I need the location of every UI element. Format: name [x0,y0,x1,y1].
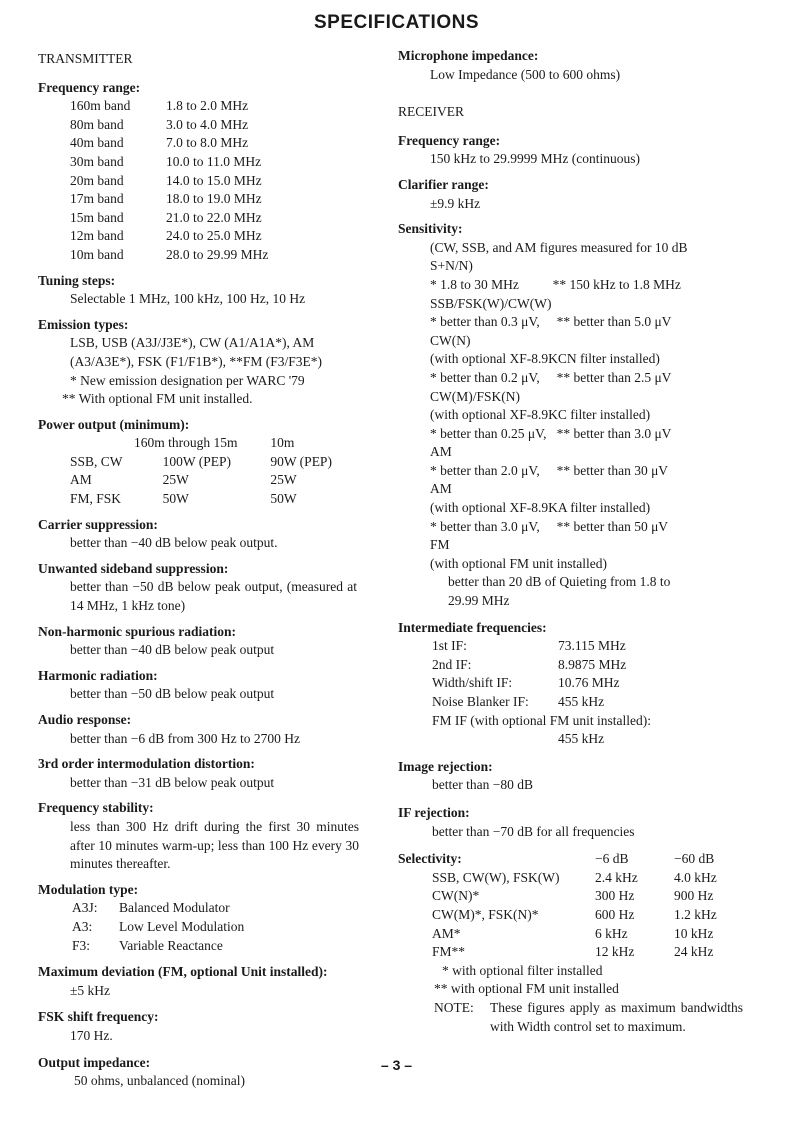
band-range: 7.0 to 8.0 MHz [166,135,249,151]
receiver-heading: RECEIVER [398,104,464,120]
selectivity-header-row [398,850,717,869]
band-name: 30m band [70,153,124,169]
selectivity-label: Selectivity: [398,851,462,867]
selectivity-6db: 300 Hz [595,888,635,904]
fm-quieting-line: 29.99 MHz [448,593,510,609]
power-header-row [38,434,373,453]
sensitivity-line: CW(N) [430,332,471,348]
selectivity-header-6db: −6 dB [595,851,629,867]
emission-line: (A3/A3E*), FSK (F1/F1B*), **FM (F3/F3E*) [70,353,323,369]
modulation-type-label: Modulation type: [38,881,139,897]
sensitivity-line: * better than 2.0 μV, ** better than 30 μV [430,462,669,478]
rx-frequency-range-label: Frequency range: [398,132,501,148]
sensitivity-line: * better than 0.25 μV, ** better than 3.0 μV [430,425,672,441]
sensitivity-line: (with optional XF-8.9KC filter installed) [430,407,651,423]
power-output-label: Power output (minimum): [38,416,190,432]
if-value: 8.9875 MHz [558,656,627,672]
if-value: 10.76 MHz [558,675,620,691]
selectivity-60db: 900 Hz [674,888,714,904]
mod-row [38,918,244,937]
frequency-stability-label: Frequency stability: [38,800,154,816]
sensitivity-line: AM [430,444,452,460]
note-label: NOTE: [434,999,474,1015]
fm-quieting-line: better than 20 dB of Quieting from 1.8 to [448,574,671,590]
if-value: 455 kHz [558,694,605,709]
tuning-steps-label: Tuning steps: [38,272,116,288]
band-range: 24.0 to 25.0 MHz [166,228,262,244]
power-header-high: 10m [270,435,295,451]
selectivity-60db: 1.2 kHz [674,906,717,922]
sensitivity-line: CW(M)/FSK(N) [430,388,520,404]
band-row [38,153,268,172]
selectivity-row [398,869,717,888]
band-name: 10m band [70,246,124,262]
band-row [38,172,268,191]
max-deviation-label: Maximum deviation (FM, optional Unit installed): [38,964,328,980]
power-row [38,490,373,509]
sensitivity-line: (with optional XF-8.9KA filter installed) [430,500,651,516]
mod-code: A3J: [72,900,98,916]
power-value: 50W [162,491,189,507]
imd-value: better than −31 dB below peak output [70,774,275,790]
selectivity-note: * with optional filter installed [442,962,603,978]
fm-if-label: FM IF (with optional FM unit installed): [432,712,652,728]
carrier-suppression-value: better than −40 dB below peak output. [70,535,278,551]
emission-note: ** With optional FM unit installed. [62,391,253,407]
selectivity-60db: 24 kHz [674,944,714,960]
frequency-stability-value: less than 300 Hz drift during the first 30 minutes after 10 minutes warm-up; less than 100 Hz every 30 minutes thereafter. [70,818,359,872]
if-name: Width/shift IF: [432,675,513,691]
mic-impedance-label: Microphone impedance: [398,48,539,63]
mod-desc: Variable Reactance [119,937,223,953]
nonharmonic-value: better than −40 dB below peak output [70,642,275,658]
if-rejection-value: better than −70 dB for all frequencies [432,823,635,839]
if-value: 73.115 MHz [558,638,626,654]
band-range: 3.0 to 4.0 MHz [166,116,249,132]
max-deviation-value: ±5 kHz [70,982,111,998]
band-range: 1.8 to 2.0 MHz [166,98,249,114]
band-name: 17m band [70,191,124,207]
band-range: 28.0 to 29.99 MHz [166,246,269,262]
if-row [398,693,626,712]
selectivity-6db: 2.4 kHz [595,869,638,885]
emission-types-label: Emission types: [38,316,129,332]
output-impedance-value: 50 ohms, unbalanced (nominal) [74,1073,245,1089]
audio-response-value: better than −6 dB from 300 Hz to 2700 Hz [70,730,300,746]
modulation-table [38,899,244,955]
transmitter-column [38,50,373,1091]
receiver-column [398,47,743,1036]
sensitivity-line: FM [430,537,450,553]
power-value: 25W [162,472,189,488]
band-row [38,246,268,265]
selectivity-row [398,943,717,962]
if-table [398,637,626,711]
power-header-low: 160m through 15m [134,435,238,451]
power-row [38,453,373,472]
power-row [38,471,373,490]
image-rejection-label: Image rejection: [398,758,493,774]
band-range: 10.0 to 11.0 MHz [166,153,262,169]
selectivity-60db: 10 kHz [674,925,714,941]
clarifier-range-label: Clarifier range: [398,176,489,192]
selectivity-6db: 12 kHz [595,944,635,960]
power-value: 25W [270,472,297,488]
imd-label: 3rd order intermodulation distortion: [38,756,255,772]
power-mode: SSB, CW [70,453,123,469]
sensitivity-label: Sensitivity: [398,221,463,237]
sensitivity-line: * better than 0.2 μV, ** better than 2.5 μV [430,369,672,385]
if-row [398,674,626,693]
unwanted-sideband-label: Unwanted sideband suppression: [38,560,229,576]
if-row [398,656,626,675]
mod-code: A3: [72,918,93,934]
power-value: 90W (PEP) [270,453,332,469]
power-value: 100W (PEP) [162,453,232,469]
transmitter-heading: TRANSMITTER [38,51,133,66]
band-name: 12m band [70,228,124,244]
output-impedance-label: Output impedance: [38,1054,151,1070]
selectivity-header-60db: −60 dB [674,851,715,867]
fsk-shift-value: 170 Hz. [70,1027,113,1043]
image-rejection-value: better than −80 dB [432,777,533,793]
band-range: 21.0 to 22.0 MHz [166,209,262,225]
selectivity-row [398,906,717,925]
selectivity-mode: FM** [432,944,466,960]
power-output-table [38,434,373,508]
band-row [38,190,268,209]
sensitivity-line: AM [430,481,452,497]
intermediate-frequencies-label: Intermediate frequencies: [398,619,547,635]
selectivity-row [398,925,717,944]
mod-desc: Low Level Modulation [119,918,245,934]
page-number: – 3 – [380,1057,413,1073]
if-name: Noise Blanker IF: [432,694,529,709]
power-mode: AM [70,472,92,488]
tx-frequency-range-label: Frequency range: [38,79,141,95]
carrier-suppression-label: Carrier suppression: [38,516,158,532]
mod-code: F3: [72,937,91,953]
fm-if-value: 455 kHz [558,731,605,747]
band-row [38,134,268,153]
mod-desc: Balanced Modulator [119,900,230,916]
selectivity-mode: CW(N)* [432,888,480,904]
sensitivity-line: * better than 3.0 μV, ** better than 50 μV [430,518,669,534]
sensitivity-lines [430,239,743,574]
power-mode: FM, FSK [70,491,122,507]
emission-line: LSB, USB (A3J/J3E*), CW (A1/A1A*), AM [70,335,315,351]
sensitivity-line: (with optional XF-8.9KCN filter installed) [430,351,660,367]
mic-impedance-value: Low Impedance (500 to 600 ohms) [430,66,621,82]
selectivity-6db: 6 kHz [595,925,628,941]
band-name: 160m band [70,98,131,114]
sensitivity-line: S+N/N) [430,258,473,274]
selectivity-60db: 4.0 kHz [674,869,717,885]
clarifier-range-value: ±9.9 kHz [430,195,481,211]
selectivity-6db: 600 Hz [595,906,635,922]
band-row [38,97,268,116]
band-row [38,116,268,135]
sensitivity-line: * better than 0.3 μV, ** better than 5.0 μV [430,314,672,330]
harmonic-value: better than −50 dB below peak output [70,686,275,702]
nonharmonic-label: Non-harmonic spurious radiation: [38,623,237,639]
selectivity-note-block [434,999,743,1036]
sensitivity-line: (CW, SSB, and AM figures measured for 10 dB [430,239,688,255]
if-name: 1st IF: [432,638,467,654]
power-value: 50W [270,491,297,507]
selectivity-mode: SSB, CW(W), FSK(W) [432,869,560,885]
band-name: 40m band [70,135,124,151]
unwanted-sideband-value: better than −50 dB below peak output, (measured at 14 MHz, 1 kHz tone) [70,579,357,614]
selectivity-row [398,887,717,906]
if-rejection-label: IF rejection: [398,804,470,820]
rx-frequency-range-value: 150 kHz to 29.9999 MHz (continuous) [430,151,640,167]
band-range: 18.0 to 19.0 MHz [166,191,262,207]
tuning-steps-value: Selectable 1 MHz, 100 kHz, 100 Hz, 10 Hz [70,291,306,307]
band-row [38,209,268,228]
band-name: 20m band [70,172,124,188]
band-name: 80m band [70,116,124,132]
sensitivity-line: * 1.8 to 30 MHz ** 150 kHz to 1.8 MHz [430,276,681,292]
selectivity-note: ** with optional FM unit installed [434,981,619,997]
tx-band-table [38,97,268,264]
emission-note: * New emission designation per WARC '79 [70,372,305,388]
if-row [398,637,626,656]
fsk-shift-label: FSK shift frequency: [38,1009,159,1025]
selectivity-mode: CW(M)*, FSK(N)* [432,906,539,922]
sensitivity-line: SSB/FSK(W)/CW(W) [430,295,552,311]
selectivity-mode: AM* [432,925,461,941]
selectivity-table [398,850,717,962]
if-name: 2nd IF: [432,656,472,672]
sensitivity-line: (with optional FM unit installed) [430,555,607,571]
harmonic-label: Harmonic radiation: [38,667,158,683]
note-text: These figures apply as maximum bandwidths with Width control set to maximum. [490,999,743,1034]
audio-response-label: Audio response: [38,712,132,727]
band-row [38,227,268,246]
band-name: 15m band [70,209,124,225]
page-title: SPECIFICATIONS [314,12,479,33]
mod-row [38,899,244,918]
mod-row [38,937,244,956]
band-range: 14.0 to 15.0 MHz [166,172,262,188]
